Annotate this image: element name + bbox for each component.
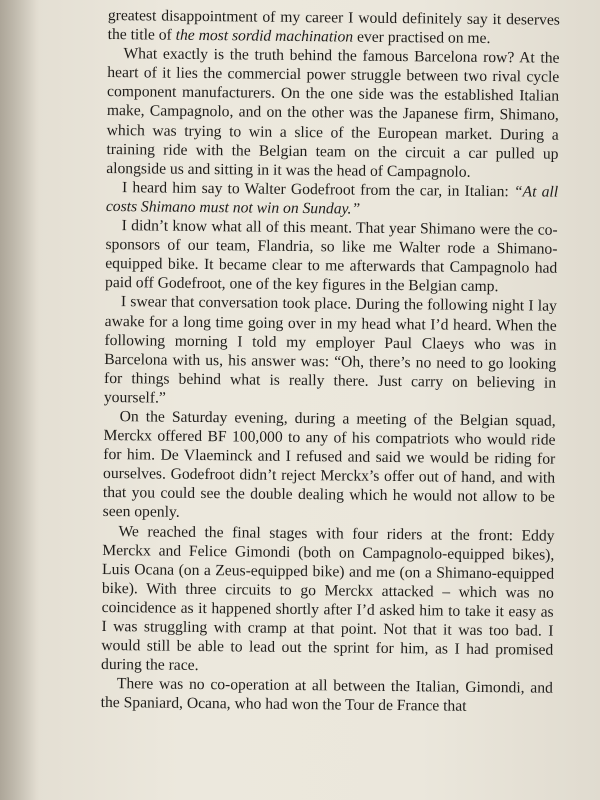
paragraph-4: I didn’t know what all of this meant. That year Shimano were the co-sponsors of our team, Flandria, so like me Walter rode a Shimano-equipped bike. It became clear to me afterwards that Campagnolo had paid off Godefroot, one of the key figures in the Belgian camp.: [105, 217, 558, 296]
italic-quote: “At all costs Shimano must not win on Sunday.”: [105, 183, 559, 218]
paragraph-6: On the Saturday evening, during a meeting of the Belgian squad, Merckx offered BF 100,000 to any of his compatriots who would ride for him. De Vlaeminck and I refused and said we would be riding for ourselves. Godefroot didn’t reject Merckx’s offer out of hand, and with that you could see the double dealing which he would not allow to be seen openly.: [102, 408, 556, 522]
paragraph-2: What exactly is the truth behind the famous Barcelona row? At the heart of it lies the commercial power struggle between two rival cycle component manufacturers. On the one side was the established Italian make, Campagnolo, and on the other was the Japanese firm, Shimano, which was trying to win a slice of the European market. During a training ride with the Belgian team on the circuit a car pulled up alongside us and sitting in it was the head of Campagnolo.: [106, 45, 560, 181]
page-gutter-shadow: [0, 0, 40, 800]
paragraph-8: There was no co-operation at all between the Italian, Gimondi, and the Spaniard, Ocana, who had won the Tour de France that: [100, 675, 553, 716]
paragraph-7: We reached the final stages with four riders at the front: Eddy Merckx and Felice Gimondi (both on Campagnolo-equipped bikes), Luis Ocana (on a Zeus-equipped bike) and me (on a Shimano-equipped bike). With three circuits to go Merckx attacked – which was no coincidence as it happened shortly after I’d asked him to take it easy as I was struggling with cramp at that point. Not that it was too bad. I would still be able to lead out the sprint for him, as I had promised during the race.: [101, 522, 555, 675]
paragraph-3: I heard him say to Walter Godefroot from the car, in Italian: “At all costs Shimano must not win on Sunday.”: [105, 179, 559, 218]
body-text: [101, 6, 560, 717]
paragraph-5: I swear that conversation took place. During the following night I lay awake for a long time going over in my head what I’d heard. When the following morning I told my employer Paul Claeys who was in Barcelona with us, his answer was: “Oh, there’s no need to go looking for things behind what is really there. Just carry on believing in yourself.”: [103, 293, 557, 407]
paragraph-1: greatest disappointment of my career I would definitely say it deserves the title of the most sordid machination ever practised on me.: [107, 6, 560, 48]
italic-phrase: the most sordid machination: [175, 26, 354, 46]
